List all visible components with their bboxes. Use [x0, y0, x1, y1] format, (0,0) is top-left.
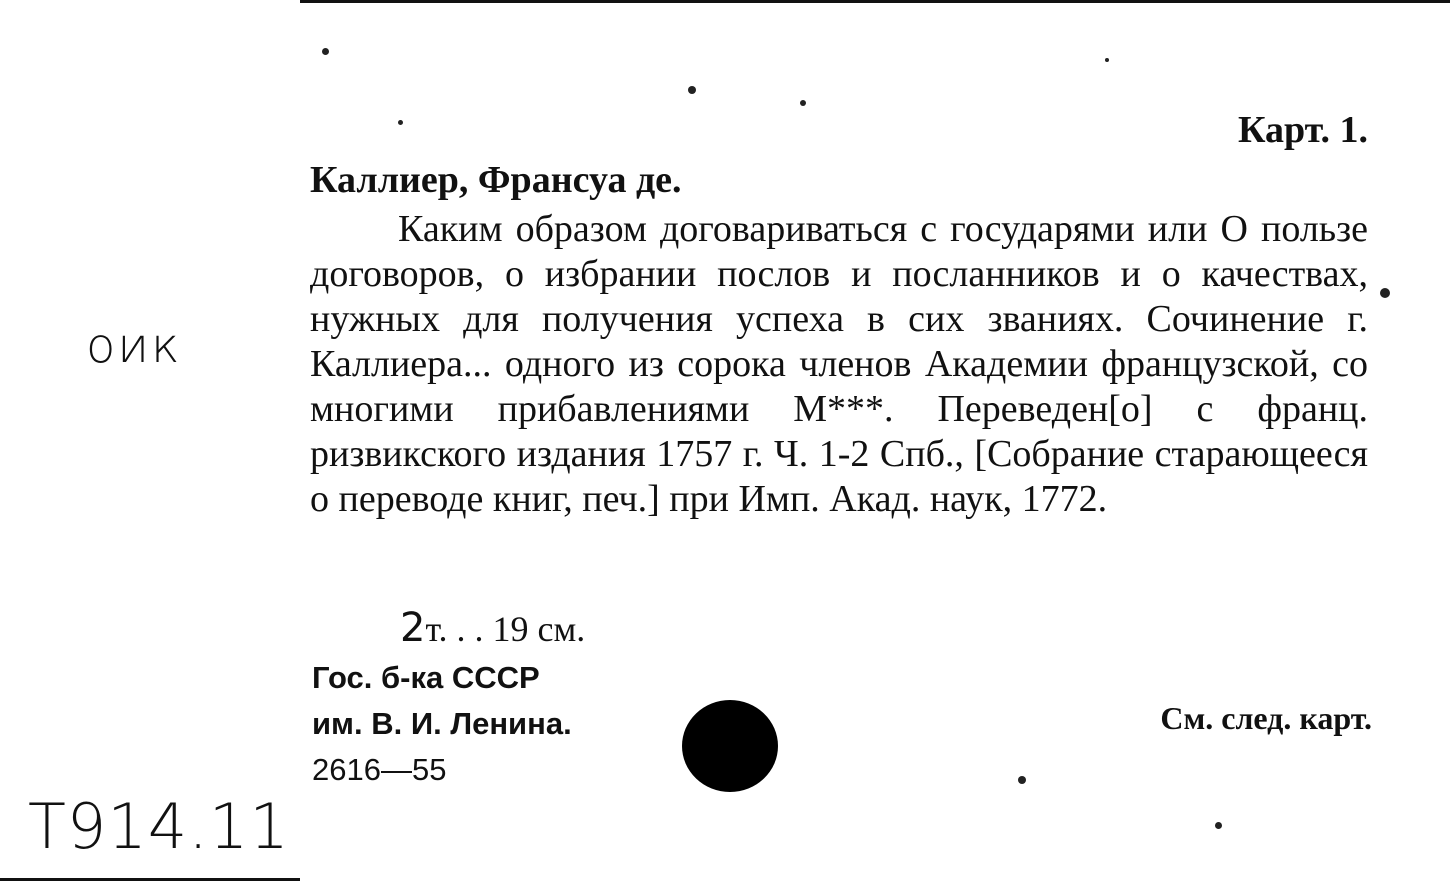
- dust-speck: [688, 86, 696, 94]
- dust-speck: [322, 48, 329, 55]
- dust-speck: [800, 100, 806, 106]
- title-description: Каким образом договариваться с государями или О пользе договоров, о избрании послов и посланников и о качествах, нужных для получения успеха в сих званиях. Сочинение г. Каллиера... одного из сорока членов Академии французской, со многими прибавлениями М***. Переведен[о] с франц. ризвикского издания 1757 г. Ч. 1-2 Спб., [Собрание старающееся о переводе книг, печ.] при Имп. Акад. наук, 1772.: [310, 208, 1368, 520]
- handwritten-shelf-mark: T914.11: [28, 790, 290, 863]
- dust-speck: [1105, 58, 1109, 62]
- imprint-line: Гос. б-ка СССР: [312, 660, 540, 695]
- dust-speck: [1018, 776, 1026, 784]
- card-top-edge: [300, 0, 1450, 3]
- handwritten-annotation: оик: [86, 318, 182, 374]
- library-imprint: [312, 655, 572, 793]
- imprint-line: 2616—55: [312, 752, 447, 787]
- imprint-line: им. В. И. Ленина.: [312, 706, 572, 741]
- physical-extent: [400, 605, 585, 651]
- dust-speck: [1380, 288, 1390, 298]
- dust-speck: [398, 120, 403, 125]
- see-next-card: См. след. карт.: [1160, 700, 1372, 736]
- card-bottom-edge: [0, 878, 300, 881]
- card-number: Карт. 1.: [1238, 109, 1368, 151]
- extent-text: т. . . 19 см.: [425, 609, 586, 649]
- author-heading: Каллиер, Франсуа де.: [310, 159, 682, 201]
- handwritten-volume-count: 2: [400, 605, 426, 651]
- dust-speck: [1215, 822, 1222, 829]
- punch-hole: [682, 700, 778, 792]
